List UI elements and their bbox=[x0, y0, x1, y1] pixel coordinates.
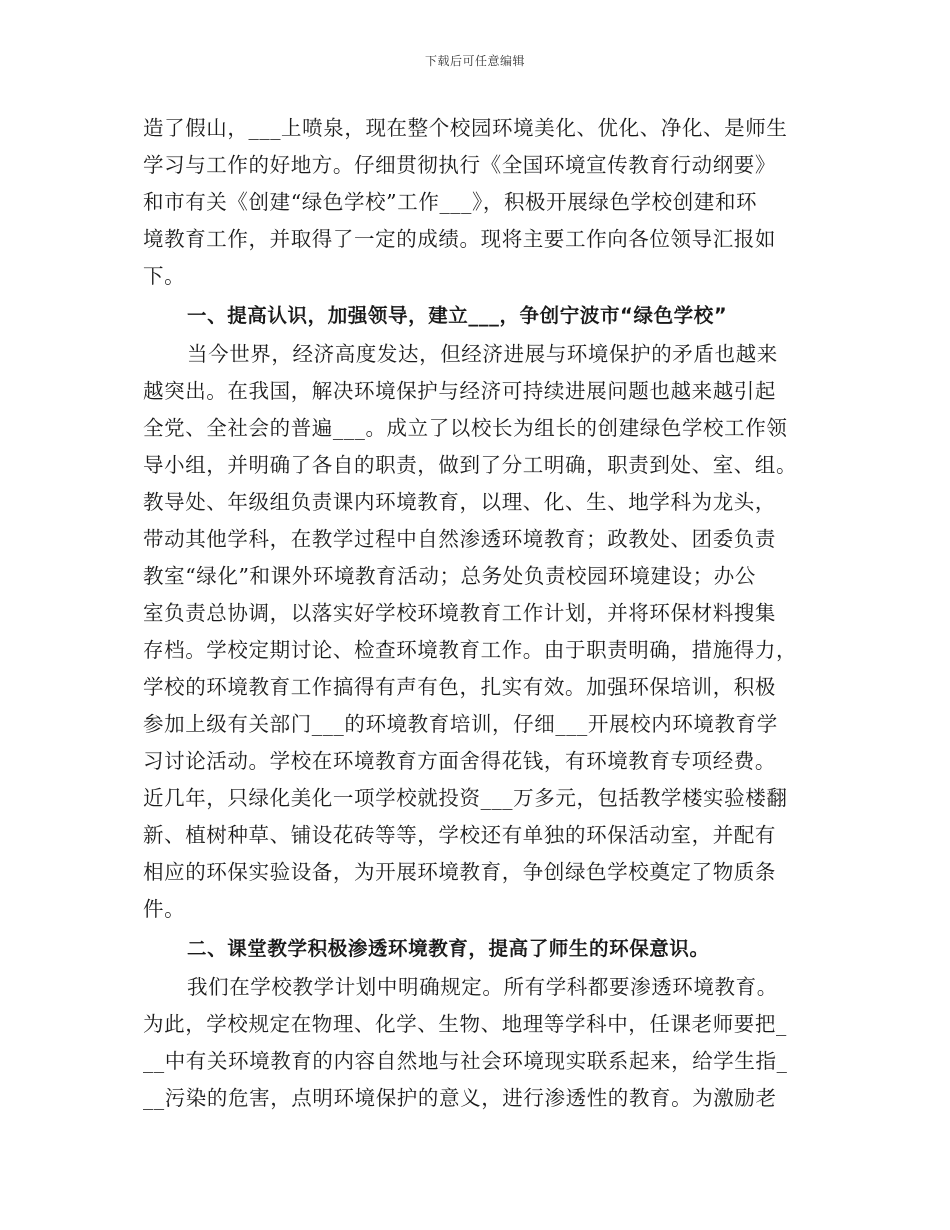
text-line: 近几年，只绿化美化一项学校就投资___万多元，包括教学楼实验楼翻 bbox=[143, 786, 788, 810]
text-line: 件。 bbox=[143, 897, 186, 921]
text-line: 越突出。在我国，解决环境保护与经济可持续进展问题也越来越引起 bbox=[143, 379, 776, 403]
text-line: 为此，学校规定在物理、化学、生物、地理等学科中，任课老师要把_ bbox=[143, 1012, 787, 1036]
text-line: 学校的环境教育工作搞得有声有色，扎实有效。加强环保培训，积极 bbox=[143, 675, 776, 699]
text-line: 境教育工作，并取得了一定的成绩。现将主要工作向各位领导汇报如 bbox=[143, 227, 776, 251]
text-line: 下。 bbox=[143, 264, 186, 288]
text-line: 教导处、年级组负责课内环境教育，以理、化、生、地学科为龙头， bbox=[143, 490, 776, 514]
text-line: 学习与工作的好地方。仔细贯彻执行《全国环境宣传教育行动纲要》 bbox=[143, 153, 776, 177]
page-header: 下载后可任意编辑 bbox=[424, 54, 525, 68]
text-line: 和市有关《创建“绿色学校”工作___》，积极开展绿色学校创建和环 bbox=[143, 190, 758, 214]
text-line: 全党、全社会的普遍___。成立了以校长为组长的创建绿色学校工作领 bbox=[143, 416, 788, 440]
text-line: 相应的环保实验设备，为开展环境教育，争创绿色学校奠定了物质条 bbox=[143, 860, 776, 884]
document-body bbox=[143, 110, 823, 1117]
text-line: 造了假山，___上喷泉，现在整个校园环境美化、优化、净化、是师生 bbox=[143, 116, 788, 140]
section-heading: 二、课堂教学积极渗透环境教育，提高了师生的环保意识。 bbox=[187, 937, 710, 960]
text-line: __污染的危害，点明环境保护的意义，进行渗透性的教育。为激励老 bbox=[143, 1086, 777, 1110]
text-line: 导小组，并明确了各自的职责，做到了分工明确，职责到处、室、组。 bbox=[143, 453, 798, 477]
text-line: 习讨论活动。学校在环境教育方面舍得花钱，有环境教育专项经费。 bbox=[143, 749, 776, 773]
paragraph-first-line: 我们在学校教学计划中明确规定。所有学科都要渗透环境教育。 bbox=[187, 975, 778, 999]
text-line: 存档。学校定期讨论、检查环境教育工作。由于职责明确，措施得力， bbox=[143, 638, 798, 662]
section-heading: 一、提高认识，加强领导，建立___，争创宁波市“绿色学校” bbox=[187, 304, 728, 327]
text-line: 参加上级有关部门___的环境教育培训，仔细___开展校内环境教育学 bbox=[143, 712, 778, 736]
text-line: 教室“绿化”和课外环境教育活动；总务处负责校园环境建设；办公 bbox=[143, 564, 756, 588]
text-line: 带动其他学科，在教学过程中自然渗透环境教育；政教处、团委负责 bbox=[143, 527, 776, 551]
text-line: 室负责总协调，以落实好学校环境教育工作计划，并将环保材料搜集 bbox=[143, 601, 776, 625]
paragraph-first-line: 当今世界，经济高度发达，但经济进展与环境保护的矛盾也越来 bbox=[187, 342, 778, 366]
text-line: __中有关环境教育的内容自然地与社会环境现实联系起来，给学生指_ bbox=[143, 1049, 788, 1073]
text-line: 新、植树种草、铺设花砖等等，学校还有单独的环保活动室，并配有 bbox=[143, 823, 776, 847]
